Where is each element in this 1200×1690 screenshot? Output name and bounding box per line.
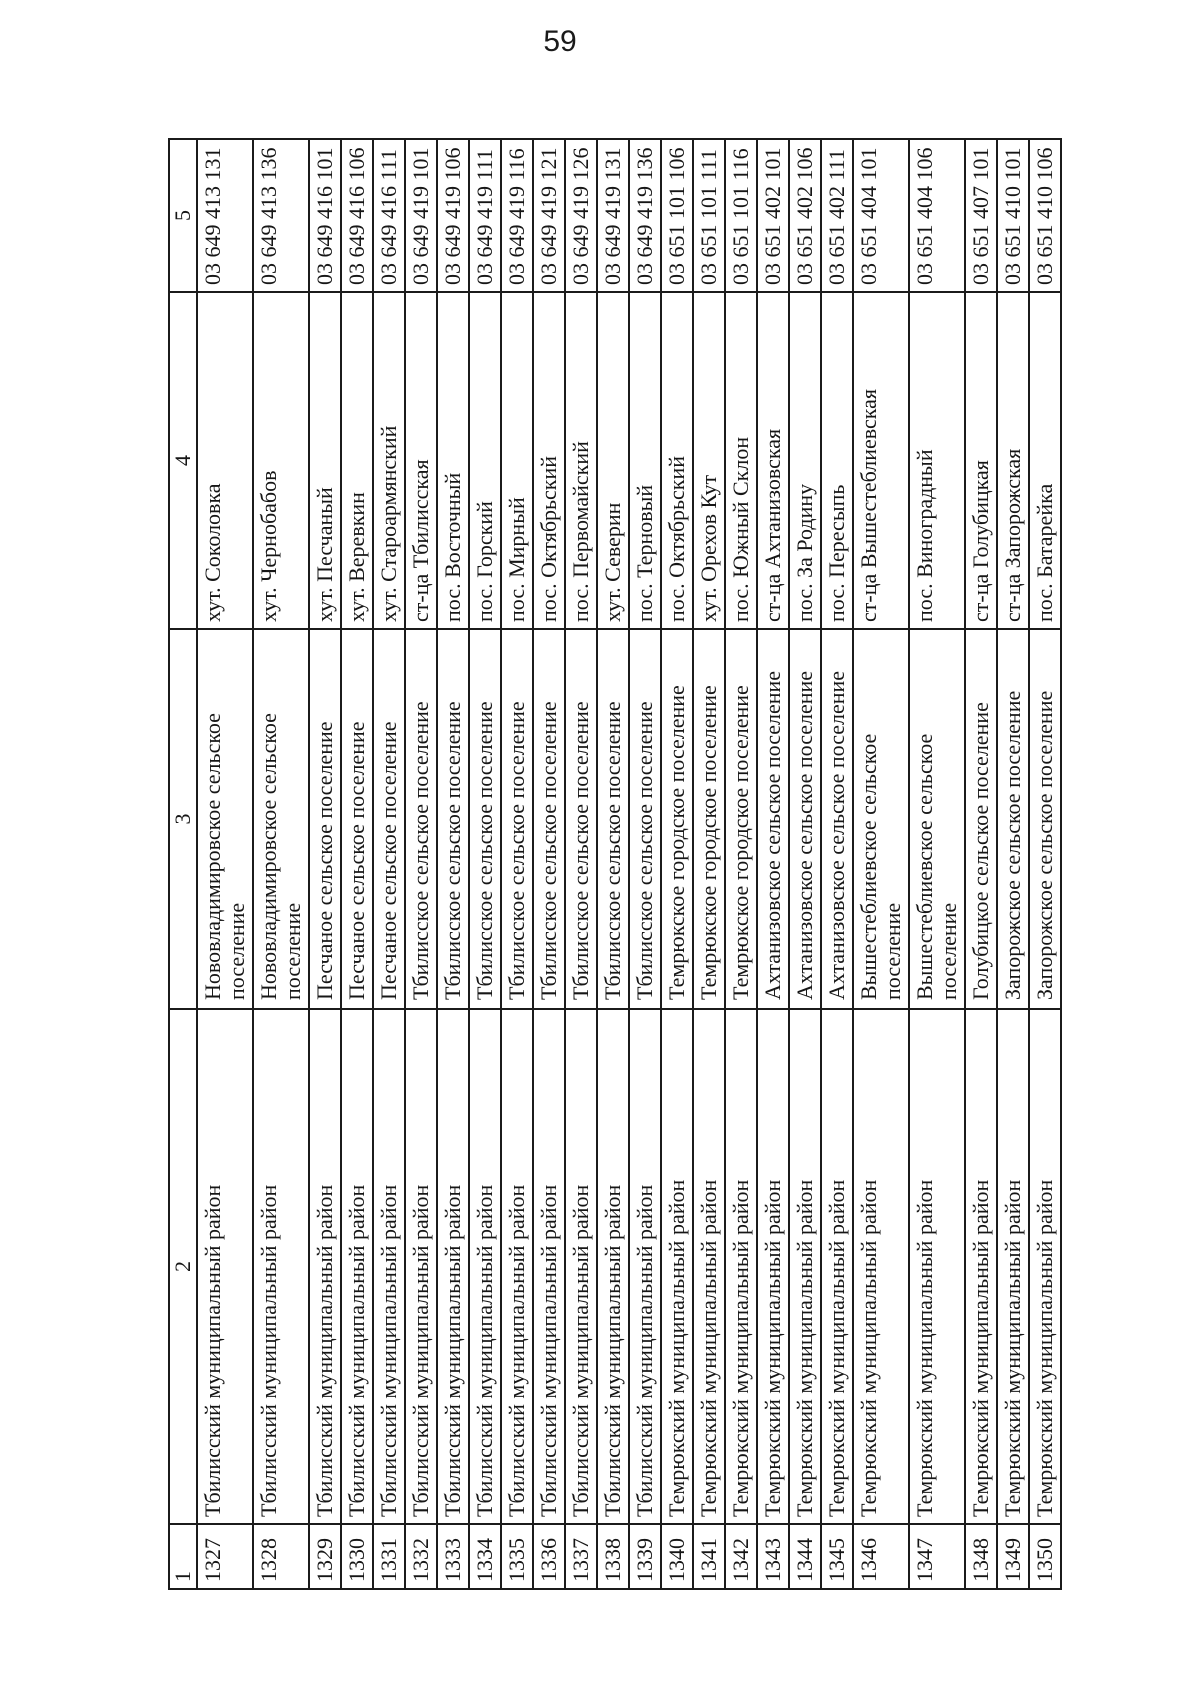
cell-number: 1346 xyxy=(853,1524,909,1589)
cell-district: Темрюкский муниципальный район xyxy=(965,1009,997,1524)
cell-number: 1330 xyxy=(341,1524,373,1589)
cell-code: 03 651 101 111 xyxy=(693,139,725,292)
cell-settlement: Вышестеблиевское сельское поселение xyxy=(853,629,909,1009)
cell-settlement: Тбилисское сельское поселение xyxy=(565,629,597,1009)
cell-settlement: Тбилисское сельское поселение xyxy=(501,629,533,1009)
column-header-1: 1 xyxy=(169,1524,197,1589)
table-row xyxy=(373,139,405,1589)
cell-settlement: Запорожское сельское поселение xyxy=(997,629,1029,1009)
cell-district: Тбилисский муниципальный район xyxy=(309,1009,341,1524)
table-row xyxy=(309,139,341,1589)
cell-locality: пос. Пересыпь xyxy=(821,292,853,629)
cell-code: 03 649 419 121 xyxy=(533,139,565,292)
cell-code: 03 651 410 106 xyxy=(1029,139,1061,292)
cell-number: 1335 xyxy=(501,1524,533,1589)
cell-number: 1342 xyxy=(725,1524,757,1589)
table-row xyxy=(853,139,909,1589)
table-row xyxy=(909,139,965,1589)
column-header-3: 3 xyxy=(169,629,197,1009)
column-header-4: 4 xyxy=(169,292,197,629)
column-header-2: 2 xyxy=(169,1009,197,1524)
table-row xyxy=(533,139,565,1589)
cell-locality: пос. Первомайский xyxy=(565,292,597,629)
cell-settlement: Запорожское сельское поселение xyxy=(1029,629,1061,1009)
cell-code: 03 649 419 106 xyxy=(437,139,469,292)
cell-district: Темрюкский муниципальный район xyxy=(789,1009,821,1524)
cell-settlement: Тбилисское сельское поселение xyxy=(597,629,629,1009)
cell-code: 03 649 416 111 xyxy=(373,139,405,292)
cell-locality: хут. Орехов Кут xyxy=(693,292,725,629)
cell-locality: пос. Южный Склон xyxy=(725,292,757,629)
table-row xyxy=(197,139,253,1589)
cell-locality: хут. Чернобабов xyxy=(253,292,309,629)
data-table xyxy=(168,138,1062,1590)
cell-number: 1328 xyxy=(253,1524,309,1589)
cell-code: 03 649 416 101 xyxy=(309,139,341,292)
cell-code: 03 649 413 131 xyxy=(197,139,253,292)
cell-locality: ст-ца Тбилисская xyxy=(405,292,437,629)
cell-locality: пос. Виноградный xyxy=(909,292,965,629)
cell-settlement: Темрюкское городское поселение xyxy=(693,629,725,1009)
cell-district: Темрюкский муниципальный район xyxy=(853,1009,909,1524)
cell-number: 1341 xyxy=(693,1524,725,1589)
table-body xyxy=(197,139,1061,1589)
cell-district: Темрюкский муниципальный район xyxy=(821,1009,853,1524)
table-row xyxy=(437,139,469,1589)
table-row xyxy=(693,139,725,1589)
cell-number: 1338 xyxy=(597,1524,629,1589)
column-header-5: 5 xyxy=(169,139,197,292)
cell-locality: хут. Северин xyxy=(597,292,629,629)
table-row xyxy=(253,139,309,1589)
cell-locality: пос. Батарейка xyxy=(1029,292,1061,629)
cell-number: 1344 xyxy=(789,1524,821,1589)
cell-locality: хут. Староармянский xyxy=(373,292,405,629)
cell-settlement: Темрюкское городское поселение xyxy=(661,629,693,1009)
cell-district: Тбилисский муниципальный район xyxy=(533,1009,565,1524)
table-row xyxy=(725,139,757,1589)
cell-code: 03 649 419 101 xyxy=(405,139,437,292)
cell-district: Тбилисский муниципальный район xyxy=(373,1009,405,1524)
cell-district: Тбилисский муниципальный район xyxy=(253,1009,309,1524)
cell-number: 1331 xyxy=(373,1524,405,1589)
cell-district: Темрюкский муниципальный район xyxy=(661,1009,693,1524)
cell-settlement: Тбилисское сельское поселение xyxy=(469,629,501,1009)
cell-settlement: Тбилисское сельское поселение xyxy=(533,629,565,1009)
cell-locality: пос. Мирный xyxy=(501,292,533,629)
table-row xyxy=(661,139,693,1589)
cell-settlement: Тбилисское сельское поселение xyxy=(405,629,437,1009)
cell-settlement: Нововладимировское сельское поселение xyxy=(253,629,309,1009)
cell-locality: ст-ца Вышестеблиевская xyxy=(853,292,909,629)
cell-settlement: Песчаное сельское поселение xyxy=(341,629,373,1009)
cell-number: 1343 xyxy=(757,1524,789,1589)
cell-locality: пос. Восточный xyxy=(437,292,469,629)
cell-settlement: Тбилисское сельское поселение xyxy=(629,629,661,1009)
cell-code: 03 651 407 101 xyxy=(965,139,997,292)
cell-district: Тбилисский муниципальный район xyxy=(597,1009,629,1524)
table-row xyxy=(789,139,821,1589)
cell-number: 1337 xyxy=(565,1524,597,1589)
cell-code: 03 651 404 106 xyxy=(909,139,965,292)
cell-number: 1350 xyxy=(1029,1524,1061,1589)
cell-locality: хут. Соколовка xyxy=(197,292,253,629)
cell-number: 1336 xyxy=(533,1524,565,1589)
cell-number: 1349 xyxy=(997,1524,1029,1589)
cell-code: 03 651 402 106 xyxy=(789,139,821,292)
cell-locality: хут. Веревкин xyxy=(341,292,373,629)
cell-district: Темрюкский муниципальный район xyxy=(909,1009,965,1524)
table-row xyxy=(565,139,597,1589)
cell-code: 03 651 402 101 xyxy=(757,139,789,292)
cell-code: 03 651 101 116 xyxy=(725,139,757,292)
cell-settlement: Тбилисское сельское поселение xyxy=(437,629,469,1009)
cell-district: Темрюкский муниципальный район xyxy=(725,1009,757,1524)
cell-code: 03 649 419 136 xyxy=(629,139,661,292)
cell-number: 1340 xyxy=(661,1524,693,1589)
cell-district: Тбилисский муниципальный район xyxy=(501,1009,533,1524)
cell-settlement: Ахтанизовское сельское поселение xyxy=(757,629,789,1009)
cell-code: 03 649 419 111 xyxy=(469,139,501,292)
cell-settlement: Нововладимировское сельское поселение xyxy=(197,629,253,1009)
cell-code: 03 651 101 106 xyxy=(661,139,693,292)
cell-code: 03 649 413 136 xyxy=(253,139,309,292)
table-row xyxy=(341,139,373,1589)
cell-number: 1348 xyxy=(965,1524,997,1589)
cell-district: Темрюкский муниципальный район xyxy=(997,1009,1029,1524)
cell-locality: ст-ца Голубицкая xyxy=(965,292,997,629)
cell-number: 1332 xyxy=(405,1524,437,1589)
table-row xyxy=(965,139,997,1589)
table-row xyxy=(629,139,661,1589)
cell-code: 03 651 404 101 xyxy=(853,139,909,292)
cell-settlement: Ахтанизовское сельское поселение xyxy=(821,629,853,1009)
header-row xyxy=(169,139,197,1589)
cell-code: 03 651 402 111 xyxy=(821,139,853,292)
table-row xyxy=(757,139,789,1589)
cell-district: Тбилисский муниципальный район xyxy=(341,1009,373,1524)
cell-district: Тбилисский муниципальный район xyxy=(437,1009,469,1524)
cell-locality: ст-ца Запорожская xyxy=(997,292,1029,629)
cell-settlement: Песчаное сельское поселение xyxy=(373,629,405,1009)
cell-number: 1339 xyxy=(629,1524,661,1589)
table-row xyxy=(821,139,853,1589)
cell-code: 03 649 416 106 xyxy=(341,139,373,292)
page-number: 59 xyxy=(543,25,577,58)
cell-locality: хут. Песчаный xyxy=(309,292,341,629)
cell-locality: пос. Горский xyxy=(469,292,501,629)
cell-district: Темрюкский муниципальный район xyxy=(693,1009,725,1524)
cell-settlement: Голубицкое сельское поселение xyxy=(965,629,997,1009)
cell-district: Тбилисский муниципальный район xyxy=(469,1009,501,1524)
table-row xyxy=(1029,139,1061,1589)
table-header xyxy=(169,139,197,1589)
table-row xyxy=(501,139,533,1589)
cell-district: Тбилисский муниципальный район xyxy=(197,1009,253,1524)
cell-number: 1345 xyxy=(821,1524,853,1589)
cell-settlement: Вышестеблиевское сельское поселение xyxy=(909,629,965,1009)
cell-locality: пос. За Родину xyxy=(789,292,821,629)
cell-number: 1329 xyxy=(309,1524,341,1589)
cell-settlement: Темрюкское городское поселение xyxy=(725,629,757,1009)
table-row xyxy=(597,139,629,1589)
cell-number: 1327 xyxy=(197,1524,253,1589)
cell-locality: пос. Терновый xyxy=(629,292,661,629)
cell-number: 1347 xyxy=(909,1524,965,1589)
table-row xyxy=(997,139,1029,1589)
cell-district: Тбилисский муниципальный район xyxy=(405,1009,437,1524)
cell-district: Тбилисский муниципальный район xyxy=(629,1009,661,1524)
cell-locality: ст-ца Ахтанизовская xyxy=(757,292,789,629)
cell-number: 1334 xyxy=(469,1524,501,1589)
cell-locality: пос. Октябрьский xyxy=(661,292,693,629)
cell-settlement: Песчаное сельское поселение xyxy=(309,629,341,1009)
cell-district: Темрюкский муниципальный район xyxy=(1029,1009,1061,1524)
rotated-table-container xyxy=(168,140,1062,1590)
cell-number: 1333 xyxy=(437,1524,469,1589)
cell-code: 03 651 410 101 xyxy=(997,139,1029,292)
cell-locality: пос. Октябрьский xyxy=(533,292,565,629)
cell-code: 03 649 419 126 xyxy=(565,139,597,292)
cell-code: 03 649 419 116 xyxy=(501,139,533,292)
cell-code: 03 649 419 131 xyxy=(597,139,629,292)
table-row xyxy=(405,139,437,1589)
cell-settlement: Ахтанизовское сельское поселение xyxy=(789,629,821,1009)
cell-district: Темрюкский муниципальный район xyxy=(757,1009,789,1524)
cell-district: Тбилисский муниципальный район xyxy=(565,1009,597,1524)
table-row xyxy=(469,139,501,1589)
